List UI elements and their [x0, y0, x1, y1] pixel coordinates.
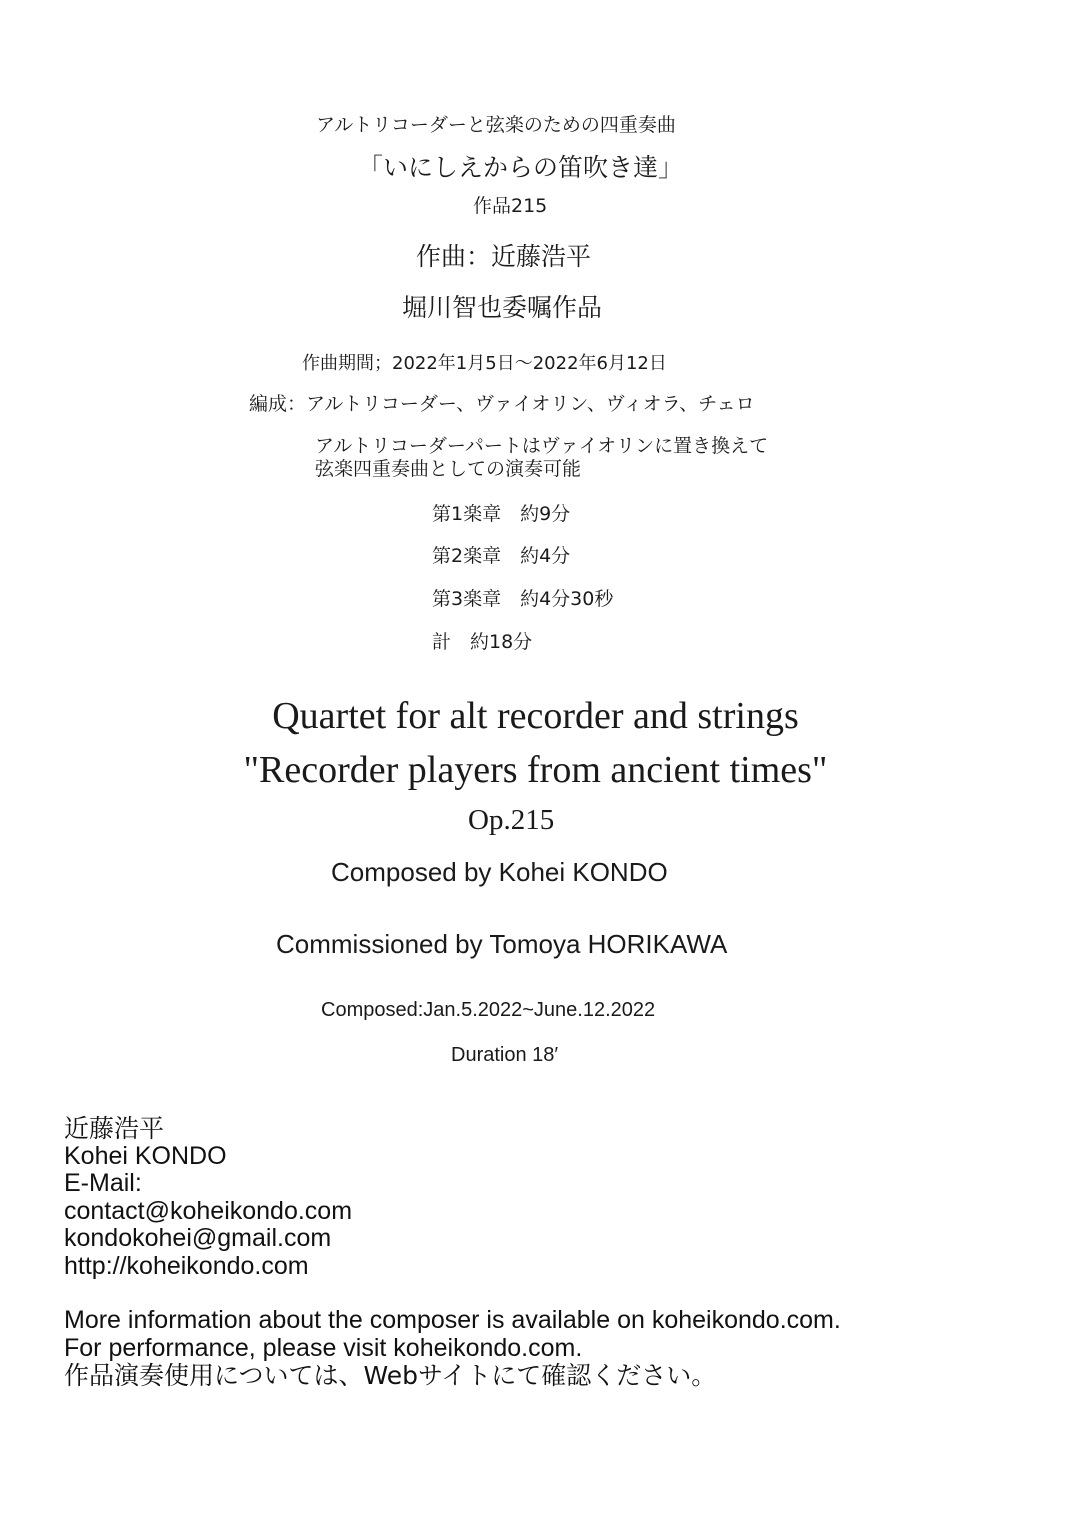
en-opus: Op.215	[468, 804, 555, 836]
jp-movement-1: 第1楽章 約9分	[432, 503, 571, 525]
info-block	[64, 1307, 841, 1390]
contact-email-label: E-Mail:	[64, 1169, 142, 1197]
contact-email-1[interactable]: contact@koheikondo.com	[64, 1196, 353, 1225]
jp-subtitle: アルトリコーダーと弦楽のための四重奏曲	[316, 114, 676, 136]
jp-commission: 堀川智也委嘱作品	[402, 293, 603, 322]
jp-note-line-2: 弦楽四重奏曲としての演奏可能	[315, 458, 582, 480]
en-composition-period: Composed:Jan.5.2022~June.12.2022	[321, 999, 656, 1021]
jp-opus: 作品215	[473, 195, 548, 217]
en-title-line-1: Quartet for alt recorder and strings	[272, 695, 799, 737]
contact-email-2[interactable]: kondokohei@gmail.com	[64, 1224, 332, 1252]
info-line-3: 作品演奏使用については、Webサイトにて確認ください。	[64, 1361, 717, 1390]
en-composer: Composed by Kohei KONDO	[331, 857, 668, 887]
jp-composition-period: 作曲期間；2022年1月5日〜2022年6月12日	[302, 353, 667, 374]
contact-block	[64, 1115, 352, 1280]
info-line-2: For performance, please visit koheikondo.com.	[64, 1333, 583, 1362]
jp-movement-3: 第3楽章 約4分30秒	[432, 588, 614, 610]
en-title-line-2: "Recorder players from ancient times"	[243, 749, 828, 791]
info-line-1: More information about the composer is available on koheikondo.com.	[64, 1306, 841, 1334]
en-commission: Commissioned by Tomoya HORIKAWA	[276, 929, 728, 959]
contact-website-link[interactable]: http://koheikondo.com	[64, 1251, 309, 1280]
jp-movement-2: 第2楽章 約4分	[432, 545, 571, 567]
jp-note-line-1: アルトリコーダーパートはヴァイオリンに置き換えて	[315, 435, 769, 457]
contact-name-jp: 近藤浩平	[64, 1114, 165, 1143]
contact-name-en: Kohei KONDO	[64, 1141, 227, 1170]
en-duration: Duration 18′	[451, 1044, 559, 1066]
jp-composer: 作曲：近藤浩平	[416, 242, 592, 271]
jp-title: 「いにしえからの笛吹き達」	[358, 153, 684, 182]
jp-total-duration: 計 約18分	[432, 631, 533, 653]
jp-instrumentation: 編成：アルトリコーダー、ヴァイオリン、ヴィオラ、チェロ	[249, 393, 755, 415]
